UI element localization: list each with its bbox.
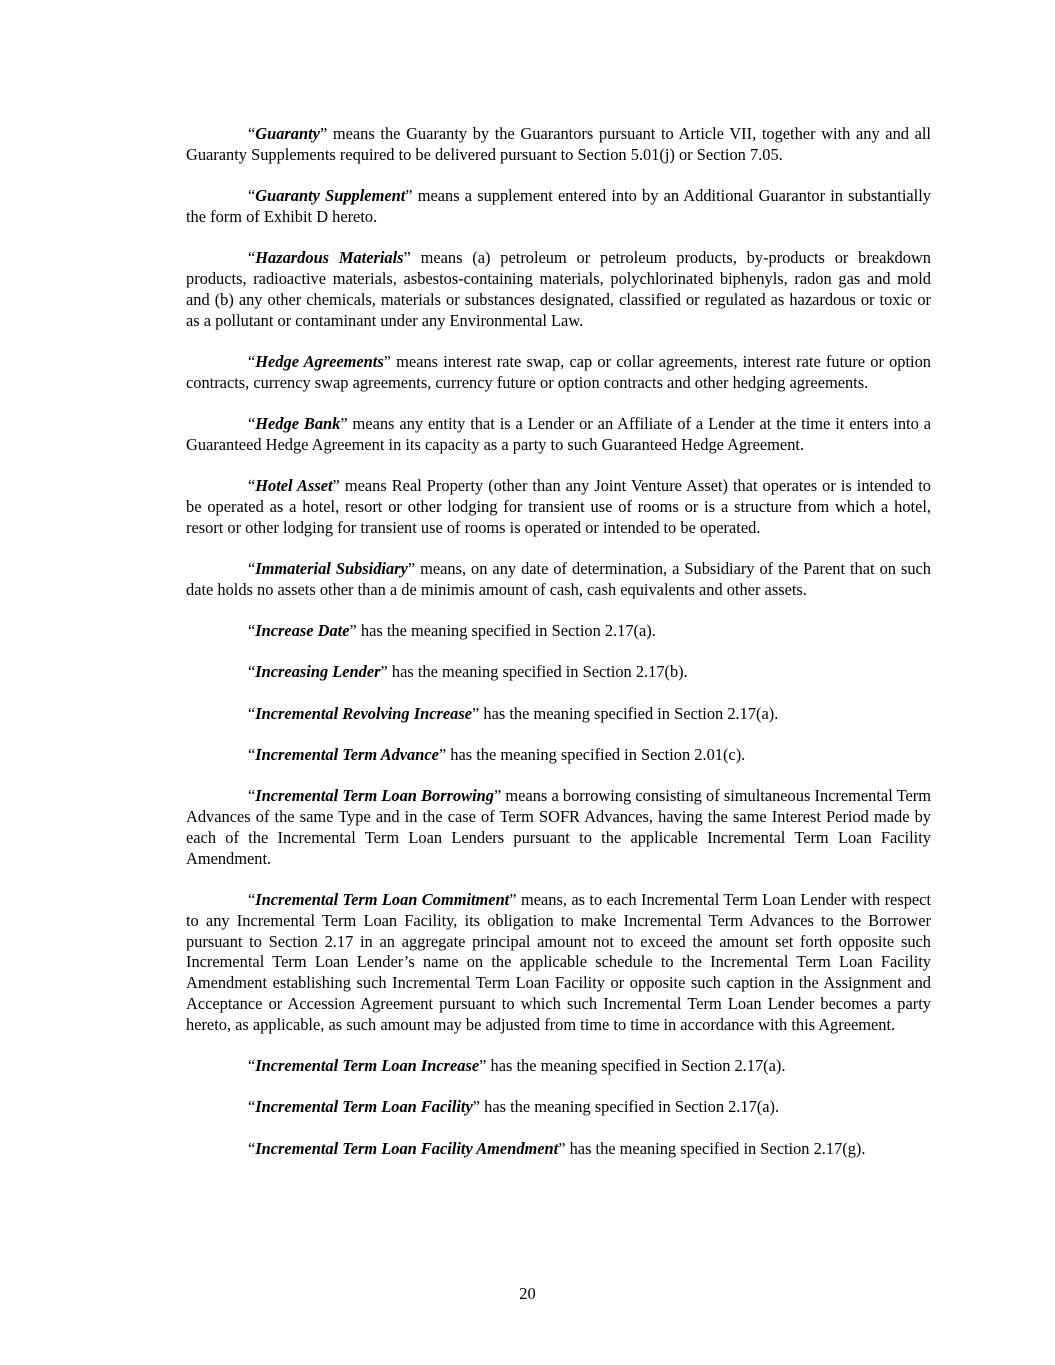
definition-paragraph xyxy=(186,704,931,725)
defined-term: Incremental Term Loan Commitment xyxy=(255,889,510,909)
definition-text: means a supplement entered into by an Additional Guarantor in substantially the form of Exhibit D hereto. xyxy=(186,186,931,226)
defined-term: Incremental Term Loan Facility Amendment xyxy=(255,1138,559,1158)
definition-paragraph xyxy=(186,786,931,869)
definition-paragraph xyxy=(186,1139,931,1160)
definition-text: means Real Property (other than any Joint Venture Asset) that operates or is intended to be operated as a hotel, resort or other lodging for transient use of rooms or is a structure from which a hotel, resort or other lodging for transient use of rooms is operated or intended to be operated. xyxy=(186,476,931,537)
close-quote: ” xyxy=(405,186,413,206)
open-quote: “ xyxy=(248,889,256,909)
open-quote: “ xyxy=(248,124,256,143)
definition-text: has the meaning specified in Section 2.17(a). xyxy=(486,1056,786,1075)
definition-text: means the Guaranty by the Guarantors pursuant to Article VII, together with any and all Guaranty Supplements required to be delivered pursuant to Section 5.01(j) or Section 7.05. xyxy=(186,124,931,164)
defined-term: Guaranty xyxy=(255,124,320,143)
close-quote: ” xyxy=(383,351,391,371)
close-quote: ” xyxy=(472,703,480,723)
open-quote: “ xyxy=(248,413,256,433)
defined-term: Hedge Bank xyxy=(255,413,341,433)
open-quote: “ xyxy=(248,186,256,206)
defined-term: Immaterial Subsidiary xyxy=(255,558,408,578)
defined-term: Incremental Revolving Increase xyxy=(255,703,472,723)
defined-term: Incremental Term Loan Increase xyxy=(255,1056,480,1075)
defined-term: Incremental Term Advance xyxy=(255,744,439,764)
definition-paragraph xyxy=(186,248,931,331)
open-quote: “ xyxy=(248,744,256,764)
definition-paragraph xyxy=(186,745,931,766)
close-quote: ” xyxy=(407,558,416,578)
definition-text: means interest rate swap, cap or collar agreements, interest rate future or option contracts, currency swap agreements, currency future or option contracts and other hedging agreements. xyxy=(186,351,932,392)
defined-term: Guaranty Supplement xyxy=(255,186,406,206)
definition-text: means any entity that is a Lender or an Affiliate of a Lender at the time it enters into a Guaranteed Hedge Agreement in its capacity as a party to such Guaranteed Hedge Agreement. xyxy=(186,413,931,454)
definition-paragraph xyxy=(186,476,931,538)
close-quote: ” xyxy=(558,1138,566,1158)
open-quote: “ xyxy=(248,662,256,682)
open-quote: “ xyxy=(248,351,256,371)
open-quote: “ xyxy=(248,1138,256,1158)
close-quote: ” xyxy=(472,1097,481,1117)
defined-term: Increasing Lender xyxy=(255,662,381,682)
definition-text: has the meaning specified in Section 2.17(a). xyxy=(479,703,779,723)
defined-term: Hotel Asset xyxy=(255,476,333,496)
definition-paragraph xyxy=(186,1097,931,1118)
definition-paragraph xyxy=(186,352,931,394)
open-quote: “ xyxy=(248,1097,256,1117)
defined-term: Hazardous Materials xyxy=(255,248,404,268)
open-quote: “ xyxy=(248,248,256,268)
definitions-list xyxy=(186,124,931,1180)
definition-paragraph xyxy=(186,621,931,642)
close-quote: ” xyxy=(332,476,340,496)
definition-text: has the meaning specified in Section 2.17(a). xyxy=(356,621,656,641)
open-quote: “ xyxy=(248,476,256,496)
definition-text: has the meaning specified in Section 2.17(a). xyxy=(480,1097,780,1117)
definition-paragraph xyxy=(186,890,931,1036)
open-quote: “ xyxy=(248,621,256,641)
close-quote: ” xyxy=(349,621,357,641)
definition-text: has the meaning specified in Section 2.17(g). xyxy=(565,1138,866,1158)
definition-text: has the meaning specified in Section 2.01(c). xyxy=(446,744,746,764)
definition-paragraph xyxy=(186,414,931,456)
open-quote: “ xyxy=(248,558,256,578)
close-quote: ” xyxy=(380,662,388,682)
definition-paragraph xyxy=(186,186,931,228)
close-quote: ” xyxy=(319,124,328,143)
open-quote: “ xyxy=(248,786,256,806)
open-quote: “ xyxy=(248,703,256,723)
definition-text: means a borrowing consisting of simultaneous Incremental Term Advances of the same Type and in the case of Term SOFR Advances, having the same Interest Period made by each of the Incremental Term Loan Lenders pursuant to the applicable Incremental Term Loan Facility Amendment. xyxy=(186,786,931,868)
open-quote: “ xyxy=(248,1056,256,1075)
close-quote: ” xyxy=(438,744,447,764)
close-quote: ” xyxy=(509,889,517,909)
defined-term: Hedge Agreements xyxy=(255,351,384,371)
definition-text: means, on any date of determination, a Subsidiary of the Parent that on such date holds no assets other than a de minimis amount of cash, cash equivalents and other assets. xyxy=(186,558,931,599)
defined-term: Incremental Term Loan Facility xyxy=(255,1097,473,1117)
definition-text: means, as to each Incremental Term Loan Lender with respect to any Incremental Term Loan Facility, its obligation to make Incremental Term Advances to the Borrower pursuant to Section 2.17 in an aggregate principal amount not to exceed the amount set forth opposite such Incremental Term Loan Lender’s name on the applicable schedule to the Incremental Term Loan Facility Amendment establishing such Incremental Term Loan Facility or opposite such caption in the Assignment and Acceptance or Accession Agreement pursuant to which such Incremental Term Loan Lender becomes a party hereto, as applicable, as such amount may be adjusted from time to time in accordance with this Agreement. xyxy=(186,889,932,1034)
defined-term: Increase Date xyxy=(255,621,350,641)
page-number: 20 xyxy=(519,1284,536,1303)
definition-paragraph xyxy=(186,1056,931,1077)
close-quote: ” xyxy=(403,248,411,268)
definition-text: means (a) petroleum or petroleum products, by-products or breakdown products, radioactive materials, asbestos-containing materials, polychlorinated biphenyls, radon gas and mold and (b) any other chemicals, materials or substances designated, classified or regulated as hazardous or toxic or as a pollutant or contaminant under any Environmental Law. xyxy=(186,248,931,330)
definition-text: has the meaning specified in Section 2.17(b). xyxy=(387,662,688,682)
definition-paragraph xyxy=(186,662,931,683)
close-quote: ” xyxy=(493,786,502,806)
defined-term: Incremental Term Loan Borrowing xyxy=(255,786,494,806)
close-quote: ” xyxy=(340,413,348,433)
definition-paragraph xyxy=(186,559,931,601)
definition-paragraph xyxy=(186,124,931,166)
close-quote: ” xyxy=(479,1056,487,1075)
